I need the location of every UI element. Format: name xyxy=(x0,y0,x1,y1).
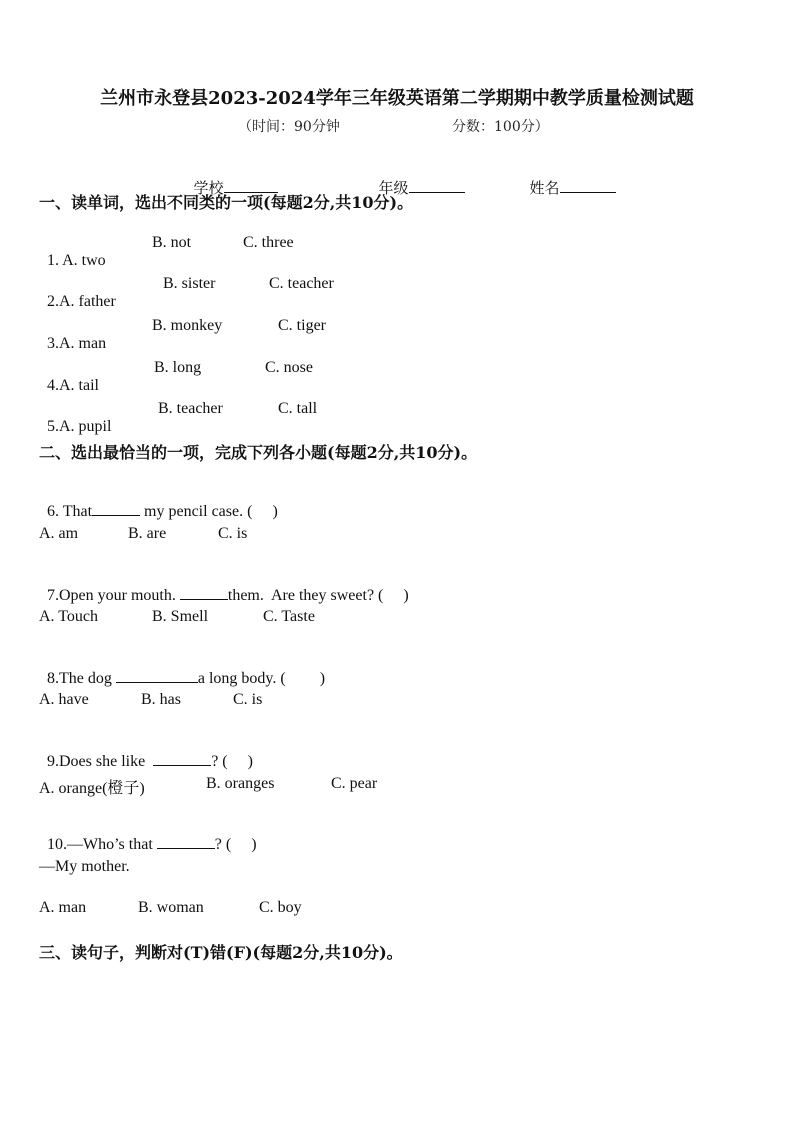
option-a[interactable]: A. am xyxy=(39,525,79,542)
option-b[interactable]: B. woman xyxy=(138,899,204,916)
question-text: them. Are they sweet? ( xyxy=(227,587,384,604)
question-7 xyxy=(39,567,409,605)
grade-label: 年级 xyxy=(378,179,409,197)
option-c[interactable]: C. tall xyxy=(278,400,318,417)
option-c[interactable]: C. boy xyxy=(259,899,302,916)
option-c[interactable]: C. tiger xyxy=(278,317,326,334)
section-1-heading: 一、读单词，选出不同类的一项(每题2分,共10分)。 xyxy=(39,193,414,212)
section-2-heading: 二、选出最恰当的一项，完成下列各小题(每题2分,共10分)。 xyxy=(39,443,478,462)
exam-title: 兰州市永登县2023-2024学年三年级英语第二学期期中教学质量检测试题 xyxy=(100,88,694,109)
question-number: 2. xyxy=(47,293,59,310)
question-text: my pencil case. ( xyxy=(140,503,253,520)
option-b[interactable]: B. not xyxy=(152,234,192,251)
option-c[interactable]: C. three xyxy=(243,234,294,251)
answer-blank[interactable] xyxy=(180,585,228,600)
question-2 xyxy=(39,275,116,311)
option-c[interactable]: C. is xyxy=(218,525,248,542)
question-10-reply: —My mother. xyxy=(39,858,130,875)
option-a[interactable]: A. Touch xyxy=(39,608,99,625)
question-text: 9.Does she like xyxy=(47,753,154,770)
option-a[interactable]: A. two xyxy=(62,252,106,269)
question-8 xyxy=(39,650,325,688)
option-b[interactable]: B. are xyxy=(128,525,167,542)
option-b[interactable]: B. has xyxy=(141,691,181,708)
question-text: ) xyxy=(251,836,257,853)
option-a[interactable]: A. tail xyxy=(59,377,99,394)
question-10 xyxy=(39,816,257,854)
option-a[interactable]: A. orange(橙子) xyxy=(39,780,145,797)
option-b[interactable]: B. sister xyxy=(163,275,216,292)
option-c[interactable]: C. is xyxy=(233,691,263,708)
question-text: ? ( xyxy=(211,753,228,770)
option-b[interactable]: B. Smell xyxy=(152,608,209,625)
answer-blank[interactable] xyxy=(92,501,140,516)
option-c[interactable]: C. Taste xyxy=(263,608,315,625)
option-a[interactable]: A. pupil xyxy=(59,418,112,435)
question-text: 8.The dog xyxy=(47,670,116,687)
question-text: ) xyxy=(272,503,278,520)
question-text: ? ( xyxy=(214,836,232,853)
option-c[interactable]: C. pear xyxy=(331,775,378,792)
option-c[interactable]: C. nose xyxy=(265,359,313,376)
question-number: 4. xyxy=(47,377,59,394)
question-9 xyxy=(39,733,253,771)
answer-blank[interactable] xyxy=(153,751,211,766)
option-c[interactable]: C. teacher xyxy=(269,275,334,292)
name-field[interactable] xyxy=(520,159,616,198)
exam-score: 分数：100分） xyxy=(452,119,549,135)
question-3 xyxy=(39,317,106,353)
answer-blank[interactable] xyxy=(116,668,198,683)
question-text: 10.—Who’s that xyxy=(47,836,157,853)
school-label: 学校 xyxy=(193,179,224,197)
answer-blank[interactable] xyxy=(157,834,215,849)
option-a[interactable]: A. have xyxy=(39,691,89,708)
name-label: 姓名 xyxy=(529,179,560,197)
question-text: 6. That xyxy=(47,503,93,520)
option-a[interactable]: A. man xyxy=(59,335,107,352)
option-b[interactable]: B. monkey xyxy=(152,317,223,334)
option-a[interactable]: A. father xyxy=(59,293,116,310)
option-a[interactable]: A. man xyxy=(39,899,87,916)
exam-time: （时间：90分钟 xyxy=(238,119,340,135)
question-number: 5. xyxy=(47,418,59,435)
question-text: 7.Open your mouth. xyxy=(47,587,180,604)
question-1 xyxy=(39,234,106,270)
option-b[interactable]: B. teacher xyxy=(158,400,223,417)
question-number: 3. xyxy=(47,335,59,352)
question-4 xyxy=(39,359,99,395)
question-number: 1. xyxy=(47,252,63,269)
question-text: ) xyxy=(319,670,326,687)
option-b[interactable]: B. oranges xyxy=(206,775,275,792)
grade-blank[interactable] xyxy=(409,178,465,193)
question-6 xyxy=(39,483,278,521)
option-b[interactable]: B. long xyxy=(154,359,202,376)
section-3-heading: 三、读句子，判断对(T)错(F)(每题2分,共10分)。 xyxy=(39,943,403,962)
question-5 xyxy=(39,400,111,436)
question-text: ) xyxy=(247,753,253,770)
question-text: ) xyxy=(403,587,409,604)
name-blank[interactable] xyxy=(560,178,616,193)
question-text: a long body. ( xyxy=(197,670,286,687)
